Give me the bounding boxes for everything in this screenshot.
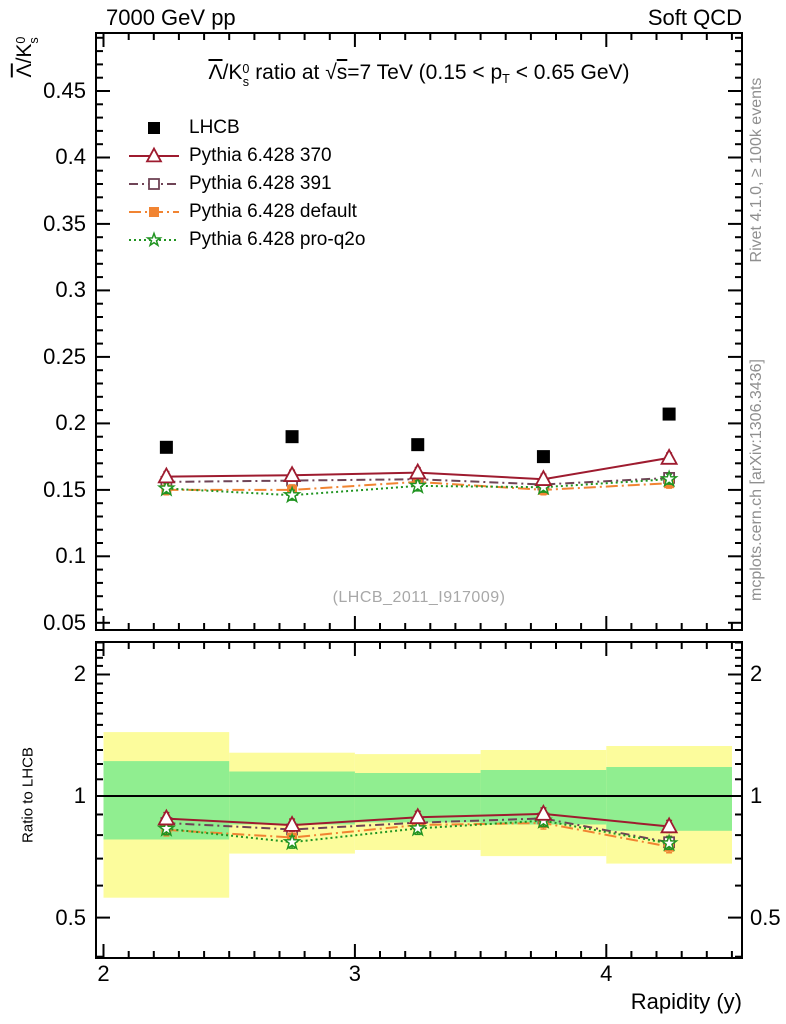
legend-swatch-square_filled bbox=[128, 115, 180, 141]
k-subscript: s bbox=[242, 75, 249, 90]
title-text-tail: < 0.65 GeV) bbox=[509, 61, 630, 84]
legend-label: LHCB bbox=[189, 117, 240, 138]
rivet-version-note: Rivet 4.1.0, ≥ 100k events bbox=[748, 77, 765, 263]
k-subscript: s bbox=[26, 37, 41, 44]
process-group-label: Soft QCD bbox=[647, 5, 742, 30]
legend-swatch-square_open bbox=[128, 171, 180, 197]
y-title-slash-k: /K bbox=[12, 43, 36, 64]
k-superscript: 0 bbox=[13, 36, 28, 44]
ratio-tick-label-left: 2 bbox=[73, 661, 86, 687]
title-text-mid: ratio at bbox=[249, 61, 326, 84]
y-tick-label: 0.3 bbox=[55, 277, 86, 303]
legend-swatch-square_filled bbox=[128, 199, 180, 225]
y-tick-label: 0.25 bbox=[43, 343, 86, 369]
legend-item-2 bbox=[128, 170, 365, 198]
legend-item-1 bbox=[128, 142, 365, 170]
analysis-id-watermark: (LHCB_2011_I917009) bbox=[332, 589, 506, 606]
series-data-lhcb bbox=[160, 408, 676, 464]
lambda-bar: $\overline{\Lambda}$ bbox=[208, 61, 223, 84]
legend-item-3 bbox=[128, 198, 365, 226]
y-axis-title bbox=[13, 37, 41, 78]
lambda-bar: $\overline{\Lambda}$ bbox=[12, 63, 36, 78]
y-tick-label: 0.4 bbox=[55, 144, 86, 170]
legend-item-4 bbox=[128, 226, 365, 254]
k-superscript: 0 bbox=[242, 61, 250, 76]
mcplots-attribution-note: mcplots.cern.ch [arXiv:1306.3436] bbox=[748, 359, 765, 601]
y-tick-label: 0.15 bbox=[43, 476, 86, 502]
x-axis-title: Rapidity (y) bbox=[630, 989, 742, 1014]
legend-swatch-triangle_open bbox=[128, 143, 180, 169]
ratio-axis-title: Ratio to LHCB bbox=[19, 747, 37, 843]
y-tick-label: 0.2 bbox=[55, 410, 86, 436]
ratio-tick-label-right: 2 bbox=[750, 661, 763, 687]
ratio-tick-label-left: 1 bbox=[73, 783, 86, 809]
y-tick-label: 0.35 bbox=[43, 210, 86, 236]
ratio-tick-label-left: 0.5 bbox=[55, 904, 86, 930]
legend-swatch-star_open bbox=[128, 227, 180, 253]
legend-item-0 bbox=[128, 114, 365, 142]
sqrt-sign: √ bbox=[325, 61, 337, 84]
legend-label: Pythia 6.428 default bbox=[189, 201, 357, 222]
y-tick-label: 0.05 bbox=[43, 609, 86, 635]
k-sup-sub-stack bbox=[15, 37, 41, 44]
legend-label: Pythia 6.428 391 bbox=[189, 173, 332, 194]
y-tick-label: 0.1 bbox=[55, 543, 86, 569]
legend-label: Pythia 6.428 pro-q2o bbox=[189, 229, 366, 250]
x-tick-label: 4 bbox=[600, 961, 613, 986]
pt-subscript: T bbox=[502, 72, 510, 87]
beam-energy-label: 7000 GeV pp bbox=[106, 5, 236, 30]
legend bbox=[128, 114, 365, 254]
x-tick-label: 2 bbox=[97, 961, 110, 986]
x-tick-label: 3 bbox=[348, 961, 362, 986]
main-plot-title bbox=[96, 61, 742, 89]
sqrt-arg: s bbox=[336, 61, 348, 84]
title-text-energy: =7 TeV (0.15 < p bbox=[347, 61, 503, 84]
title-text-slash-k: /K bbox=[222, 61, 243, 84]
legend-label: Pythia 6.428 370 bbox=[189, 145, 332, 166]
y-tick-label: 0.45 bbox=[43, 77, 86, 103]
ratio-tick-label-right: 1 bbox=[750, 783, 763, 809]
ratio-tick-label-right: 0.5 bbox=[750, 904, 781, 930]
